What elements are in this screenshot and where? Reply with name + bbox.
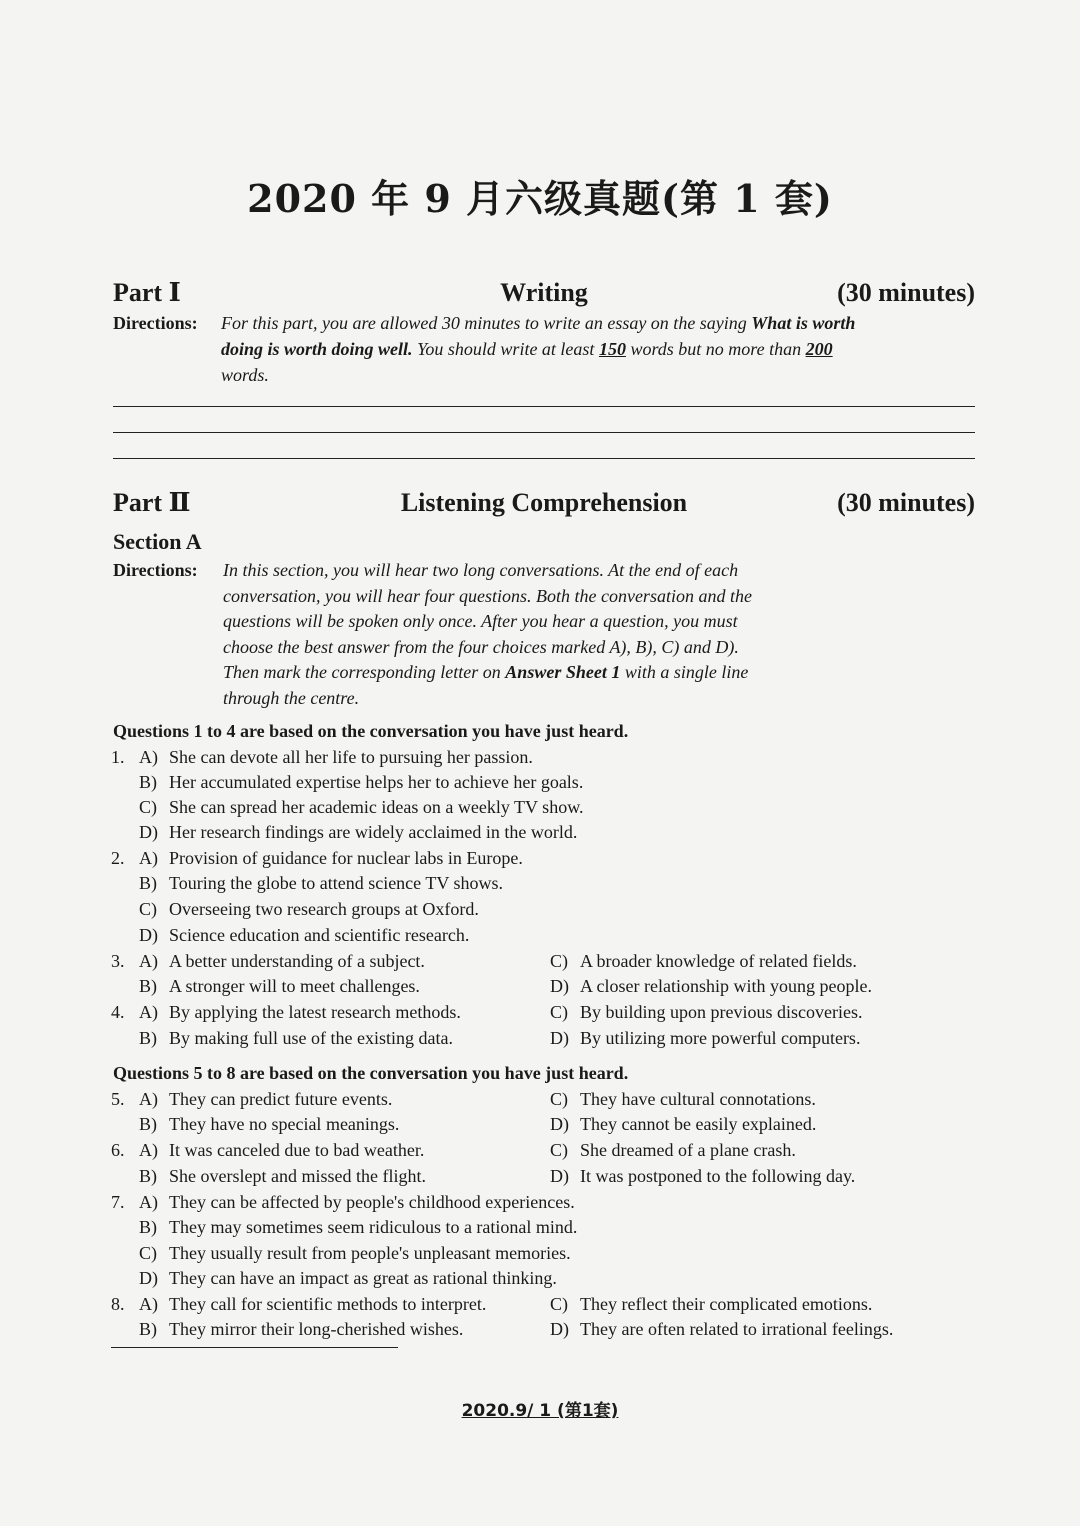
option-label: B) [139, 1166, 157, 1186]
option-text: A better understanding of a subject. [169, 951, 425, 971]
option-c [550, 1294, 872, 1315]
answer-line [113, 432, 975, 433]
option-text: They may sometimes seem ridiculous to a rational mind. [169, 1217, 578, 1237]
answer-line [113, 458, 975, 459]
part1-directions-line1 [221, 311, 855, 337]
part1-directions-line3: words. [221, 365, 269, 385]
option-text: Overseeing two research groups at Oxford. [169, 899, 479, 919]
part1-directions [113, 311, 975, 391]
option-d [550, 1319, 893, 1340]
option-a [139, 1294, 486, 1315]
option-b [139, 1166, 426, 1187]
option-text: They have no special meanings. [169, 1114, 400, 1134]
question-number: 7. [111, 1192, 125, 1212]
directions-text: with a single line [620, 662, 749, 682]
page-footer [0, 1396, 1080, 1421]
part2-header [113, 488, 975, 520]
option-label: A) [139, 1192, 158, 1212]
option-c [139, 899, 479, 920]
option-b [139, 1028, 453, 1049]
question-number: 2. [111, 848, 125, 868]
part1-header [113, 278, 975, 310]
option-a [139, 951, 425, 972]
question-number: 6. [111, 1140, 125, 1160]
directions-label: Directions: [113, 560, 198, 580]
answer-sheet-ref: Answer Sheet 1 [505, 662, 621, 682]
part2-time: (30 minutes) [837, 488, 975, 517]
option-label: B) [139, 873, 157, 893]
option-b [139, 1319, 463, 1340]
essay-topic-cont: doing is worth doing well. [221, 339, 413, 359]
option-label: A) [139, 1140, 158, 1160]
option-label: A) [139, 951, 158, 971]
option-d [139, 925, 469, 946]
option-label: C) [550, 1140, 568, 1160]
option-d [139, 822, 577, 843]
option-text: Her research findings are widely acclaimed in the world. [169, 822, 578, 842]
option-text: It was canceled due to bad weather. [169, 1140, 425, 1160]
option-a [139, 1002, 461, 1023]
option-c [550, 1002, 862, 1023]
option-label: D) [550, 1319, 569, 1339]
option-text: They call for scientific methods to interpret. [169, 1294, 487, 1314]
option-label: A) [139, 1002, 158, 1022]
option-label: C) [550, 1294, 568, 1314]
option-a [139, 1140, 424, 1161]
question-number: 4. [111, 1002, 125, 1022]
question-number: 3. [111, 951, 125, 971]
option-text: A broader knowledge of related fields. [580, 951, 857, 971]
option-text: They usually result from people's unpleasant memories. [169, 1243, 571, 1263]
essay-topic: What is worth [751, 313, 856, 333]
option-text: She dreamed of a plane crash. [580, 1140, 796, 1160]
option-c [139, 797, 584, 818]
question-number: 1. [111, 747, 125, 767]
option-text: She can spread her academic ideas on a weekly TV show. [169, 797, 584, 817]
option-text: A closer relationship with young people. [580, 976, 872, 996]
option-label: C) [139, 1243, 157, 1263]
option-b [139, 976, 420, 997]
option-text: Touring the globe to attend science TV shows. [169, 873, 504, 893]
question-number: 8. [111, 1294, 125, 1314]
option-text: Provision of guidance for nuclear labs in Europe. [169, 848, 523, 868]
directions-label: Directions: [113, 313, 198, 333]
part1-label: Part Ⅰ [113, 278, 181, 307]
option-label: A) [139, 747, 158, 767]
directions-text: words but no more than [625, 339, 806, 359]
min-words: 150 [598, 339, 626, 359]
option-text: By building upon previous discoveries. [580, 1002, 863, 1022]
part1-time: (30 minutes) [837, 278, 975, 307]
option-text: She can devote all her life to pursuing her passion. [169, 747, 533, 767]
footer-divider [111, 1347, 398, 1348]
option-b [139, 1217, 577, 1238]
option-a [139, 848, 523, 869]
option-d [550, 1028, 860, 1049]
option-c [139, 1243, 571, 1264]
max-words: 200 [805, 339, 833, 359]
option-text: She overslept and missed the flight. [169, 1166, 426, 1186]
option-label: C) [139, 899, 157, 919]
option-text: They reflect their complicated emotions. [580, 1294, 873, 1314]
option-c [550, 1089, 816, 1110]
option-a [139, 1192, 575, 1213]
option-label: B) [139, 1114, 157, 1134]
option-label: D) [550, 1028, 569, 1048]
option-label: A) [139, 848, 158, 868]
option-text: A stronger will to meet challenges. [169, 976, 420, 996]
part2-name: Listening Comprehension [400, 488, 688, 517]
option-label: A) [139, 1294, 158, 1314]
option-label: D) [550, 1114, 569, 1134]
option-label: C) [550, 951, 568, 971]
option-text: They are often related to irrational feelings. [580, 1319, 894, 1339]
option-text: They have cultural connotations. [580, 1089, 816, 1109]
option-text: By applying the latest research methods. [169, 1002, 461, 1022]
option-label: B) [139, 1217, 157, 1237]
question-group-heading: Questions 1 to 4 are based on the conversation you have just heard. [113, 721, 629, 741]
option-a [139, 747, 533, 768]
directions-text: You should write at least [412, 339, 599, 359]
directions-line: In this section, you will hear two long conversations. At the end of each [223, 560, 739, 580]
option-d [139, 1268, 557, 1289]
option-text: Her accumulated expertise helps her to achieve her goals. [169, 772, 584, 792]
page-number: 2020.9/ 1 (第1套) [461, 1401, 619, 1421]
option-label: C) [550, 1089, 568, 1109]
option-d [550, 1114, 816, 1135]
option-text: They cannot be easily explained. [580, 1114, 817, 1134]
option-text: By utilizing more powerful computers. [580, 1028, 861, 1048]
directions-line [223, 660, 748, 686]
option-c [550, 951, 857, 972]
option-d [550, 976, 872, 997]
part2-directions [113, 558, 975, 714]
directions-line: questions will be spoken only once. After you hear a question, you must [223, 611, 738, 631]
option-c [550, 1140, 796, 1161]
part1-directions-line2 [221, 337, 833, 363]
part2-label: Part Ⅱ [113, 488, 191, 517]
part1-name: Writing [500, 278, 588, 307]
option-text: They can be affected by people's childhood experiences. [169, 1192, 575, 1212]
option-text: By making full use of the existing data. [169, 1028, 453, 1048]
option-label: D) [550, 976, 569, 996]
option-b [139, 772, 583, 793]
option-b [139, 873, 503, 894]
directions-line: conversation, you will hear four questions. Both the conversation and the [223, 585, 752, 606]
option-text: They can have an impact as great as rational thinking. [169, 1268, 557, 1288]
option-label: B) [139, 772, 157, 792]
option-label: C) [550, 1002, 568, 1022]
directions-line: choose the best answer from the four choices marked A), B), C) and D). [223, 636, 739, 657]
option-label: B) [139, 1319, 157, 1339]
option-label: B) [139, 976, 157, 996]
directions-text: Then mark the corresponding letter on [223, 662, 506, 682]
option-b [139, 1114, 399, 1135]
option-label: C) [139, 797, 157, 817]
question-number: 5. [111, 1089, 125, 1109]
option-text: They can predict future events. [169, 1089, 393, 1109]
question-group-heading: Questions 5 to 8 are based on the conversation you have just heard. [113, 1063, 629, 1083]
option-label: D) [139, 822, 158, 842]
answer-line [113, 406, 975, 407]
directions-line: through the centre. [223, 687, 360, 708]
option-label: D) [139, 1268, 158, 1288]
option-label: A) [139, 1089, 158, 1109]
option-text: They mirror their long-cherished wishes. [169, 1319, 464, 1339]
directions-text: For this part, you are allowed 30 minutes to write an essay on the saying [221, 313, 752, 333]
option-label: D) [550, 1166, 569, 1186]
option-text: It was postponed to the following day. [580, 1166, 856, 1186]
option-d [550, 1166, 855, 1187]
option-label: D) [139, 925, 158, 945]
page-title: 2020 年 9 月六级真题(第 1 套) [247, 176, 833, 221]
option-text: Science education and scientific research. [169, 925, 470, 945]
option-label: B) [139, 1028, 157, 1048]
section-a-heading: Section A [113, 529, 202, 554]
option-a [139, 1089, 392, 1110]
